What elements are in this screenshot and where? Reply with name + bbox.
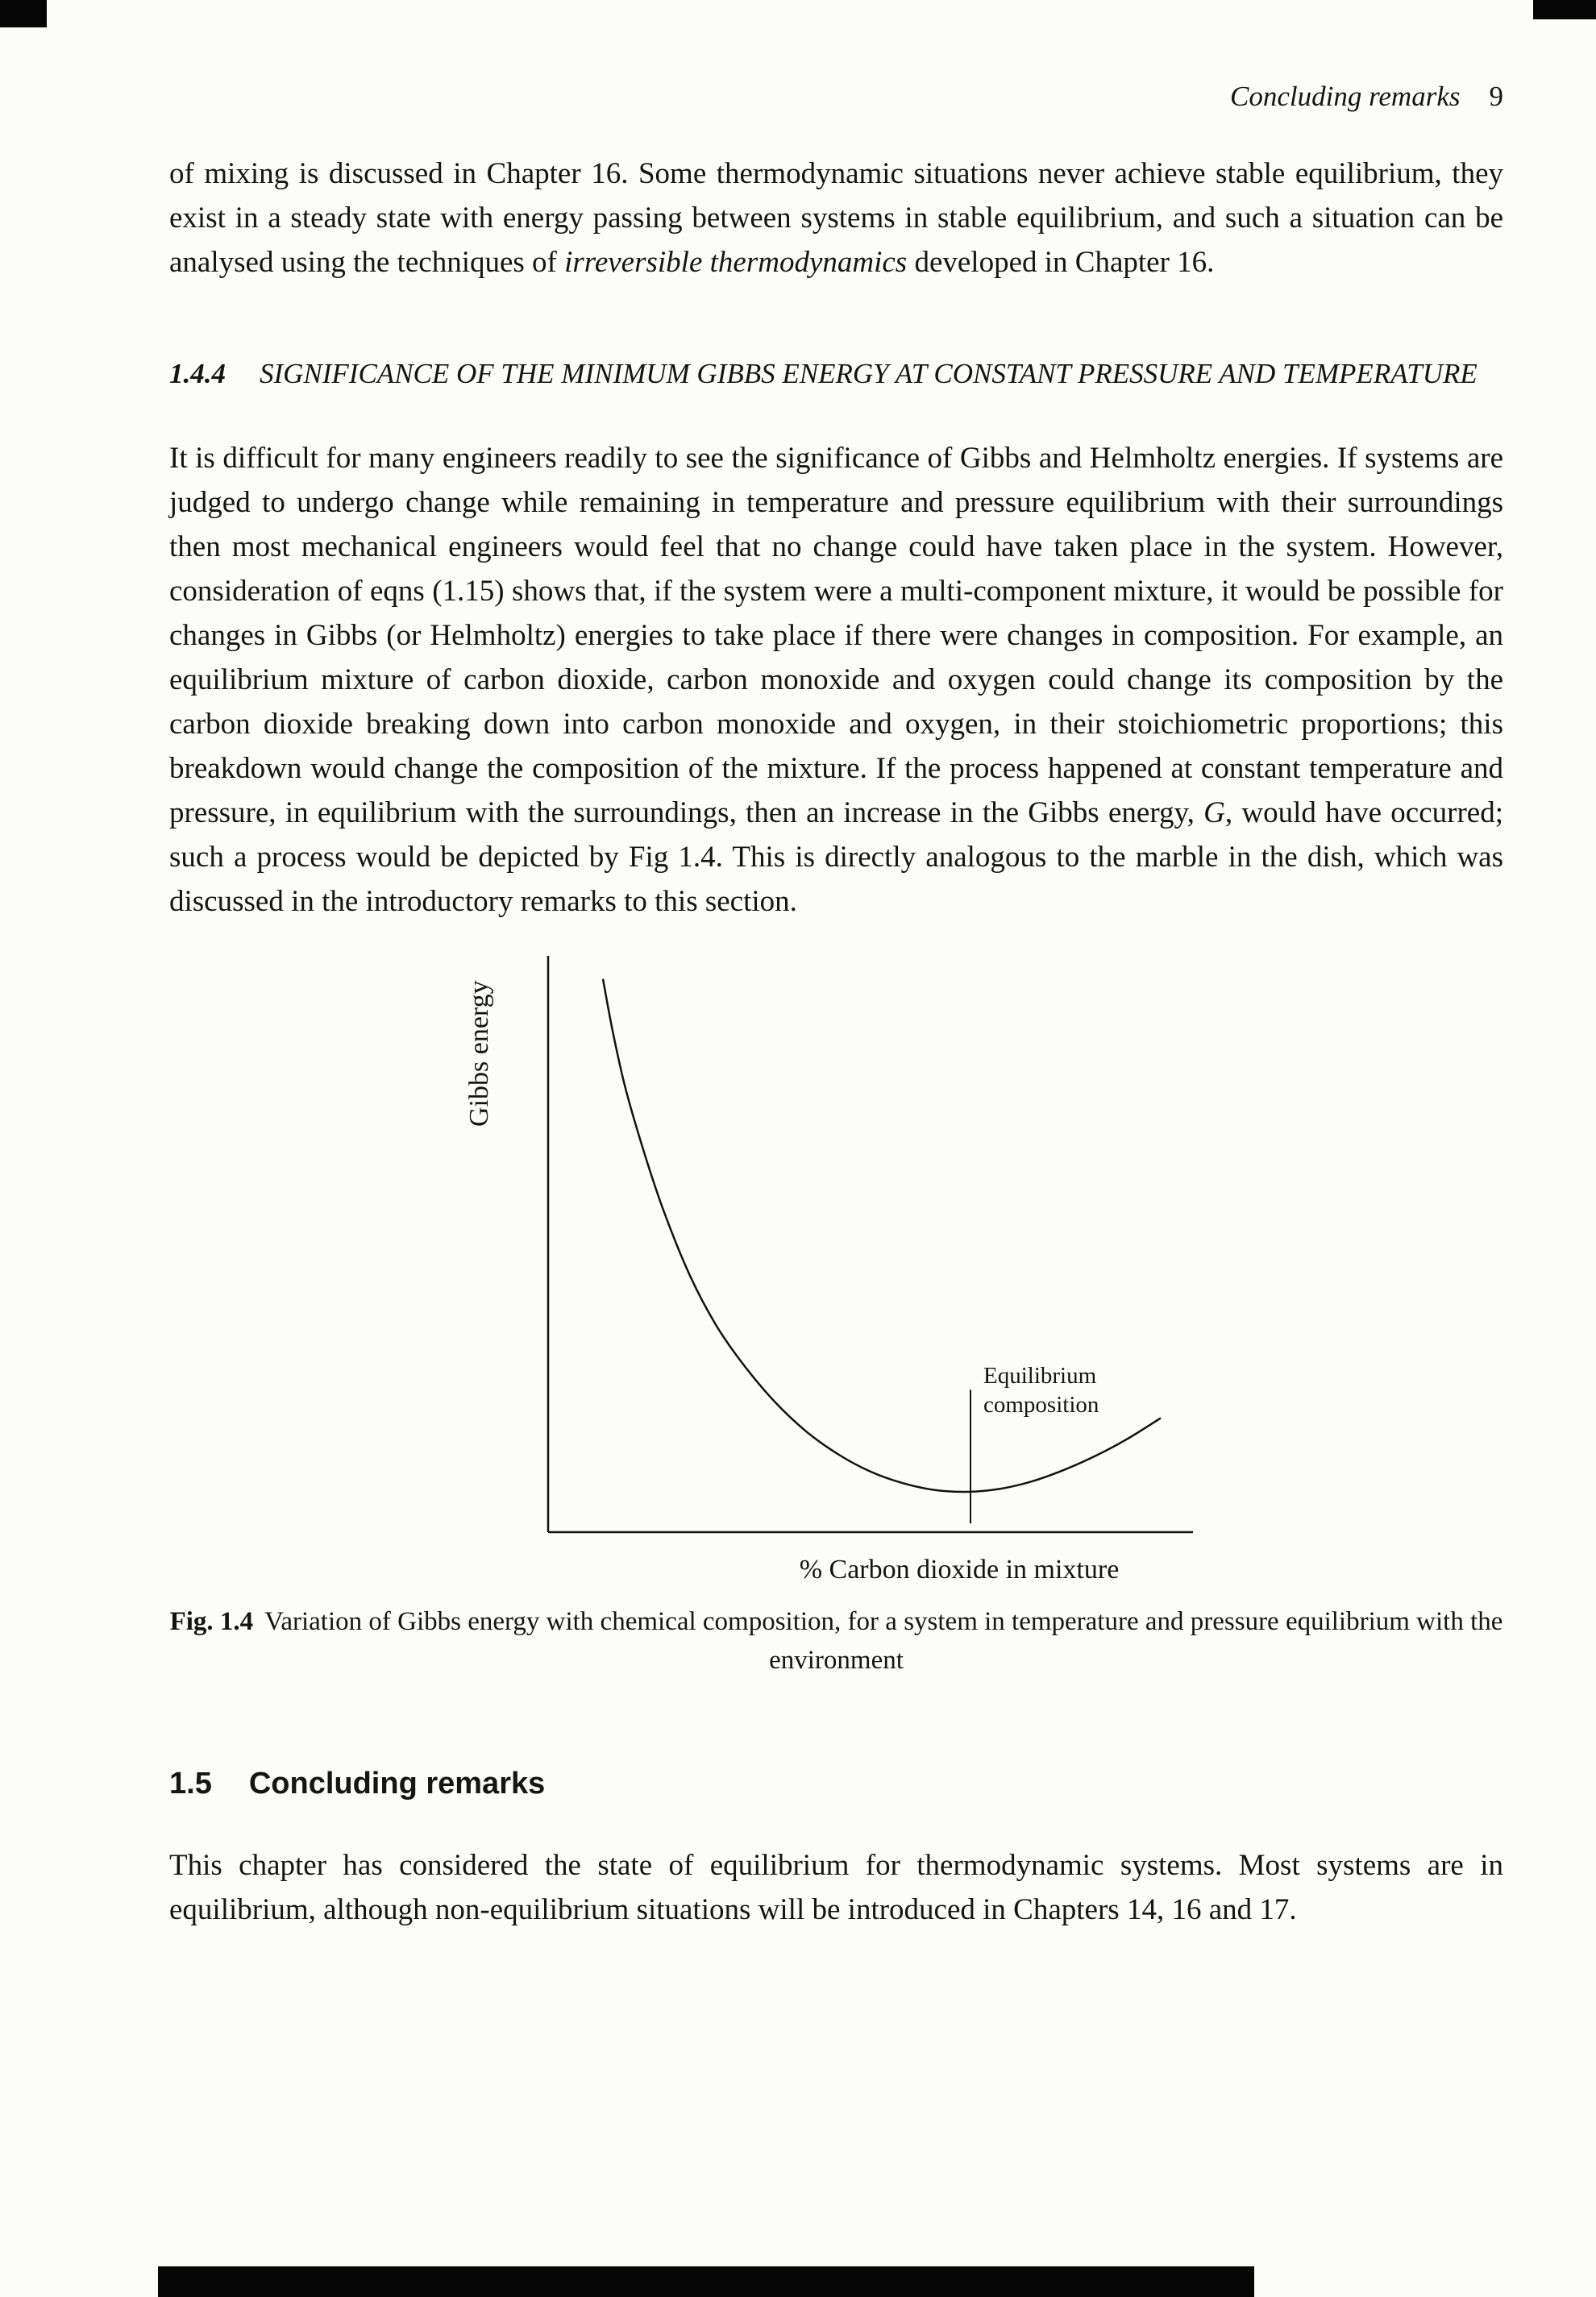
section-heading-1-4-4 bbox=[169, 352, 1503, 396]
paragraph-text: , would have occurred; such a process would be depicted by Fig 1.4. This is directly analogous to the marble in the dish, which was discussed in the introductory remarks to this section. bbox=[169, 796, 1503, 918]
paragraph-text: developed in Chapter 16. bbox=[907, 246, 1215, 279]
italic-term-G: G bbox=[1203, 796, 1225, 829]
x-axis-label: % Carbon dioxide in mixture bbox=[799, 1555, 1120, 1585]
italic-term-irreversible-thermodynamics: irreversible thermodynamics bbox=[564, 246, 908, 279]
figure-caption bbox=[169, 1602, 1503, 1680]
annotation-equilibrium-line2: composition bbox=[983, 1392, 1099, 1418]
section-number: 1.5 bbox=[169, 1767, 212, 1801]
section-title: SIGNIFICANCE OF THE MINIMUM GIBBS ENERGY AT CONSTANT PRESSURE AND TEMPERATURE bbox=[260, 358, 1478, 389]
paragraph-gibbs-significance bbox=[169, 436, 1503, 924]
section-heading-1-5 bbox=[169, 1767, 1503, 1801]
scan-artifact-bottom bbox=[158, 2266, 1254, 2297]
figure-caption-label: Fig. 1.4 bbox=[169, 1607, 254, 1636]
page-content bbox=[169, 0, 1503, 1932]
paragraph-mixing bbox=[169, 152, 1503, 285]
paragraph-text: of mixing is discussed in Chapter 16. Some thermodynamic situations never achieve stable equilibrium, they exist in a steady state with energy passing between systems in stable equilibrium, and such a situation can be analysed using the techniques of bbox=[169, 157, 1503, 279]
running-head-title: Concluding remarks bbox=[1230, 81, 1461, 112]
annotation-equilibrium-line1: Equilibrium bbox=[983, 1363, 1097, 1389]
scan-artifact-top-right bbox=[1533, 0, 1596, 19]
section-title: Concluding remarks bbox=[248, 1767, 546, 1801]
scan-artifact-top-left bbox=[0, 0, 47, 27]
paragraph-text: It is difficult for many engineers readily to see the significance of Gibbs and Helmholtz energies. If systems are judged to undergo change while remaining in temperature and pressure equilibrium with their surroundings then most mechanical engineers would feel that no change could have taken place in the system. However, consideration of eqns (1.15) shows that, if the system were a multi-component mixture, it would be possible for changes in Gibbs (or Helmholtz) energies to take place if there were changes in composition. For example, an equilibrium mixture of carbon dioxide, carbon monoxide and oxygen could change its composition by the carbon dioxide breaking down into carbon monoxide and oxygen, in their stoichiometric proportions; this breakdown would change the composition of the mixture. If the process happened at constant temperature and pressure, in equilibrium with the surroundings, then an increase in the Gibbs energy, bbox=[169, 442, 1503, 829]
y-axis-label: Gibbs energy bbox=[464, 980, 494, 1127]
gibbs-energy-chart bbox=[451, 948, 1209, 1593]
page-number: 9 bbox=[1489, 81, 1503, 112]
running-head bbox=[169, 81, 1503, 113]
figure-caption-text: Variation of Gibbs energy with chemical composition, for a system in temperature and pressure equilibrium with the environment bbox=[264, 1607, 1503, 1675]
section-number: 1.4.4 bbox=[169, 358, 226, 389]
figure-1-4 bbox=[169, 948, 1503, 1680]
paragraph-concluding-remarks: This chapter has considered the state of equilibrium for thermodynamic systems. Most systems are in equilibrium, although non-equilibrium situations will be introduced in Chapters 14, 16 and 17. bbox=[169, 1849, 1503, 1926]
